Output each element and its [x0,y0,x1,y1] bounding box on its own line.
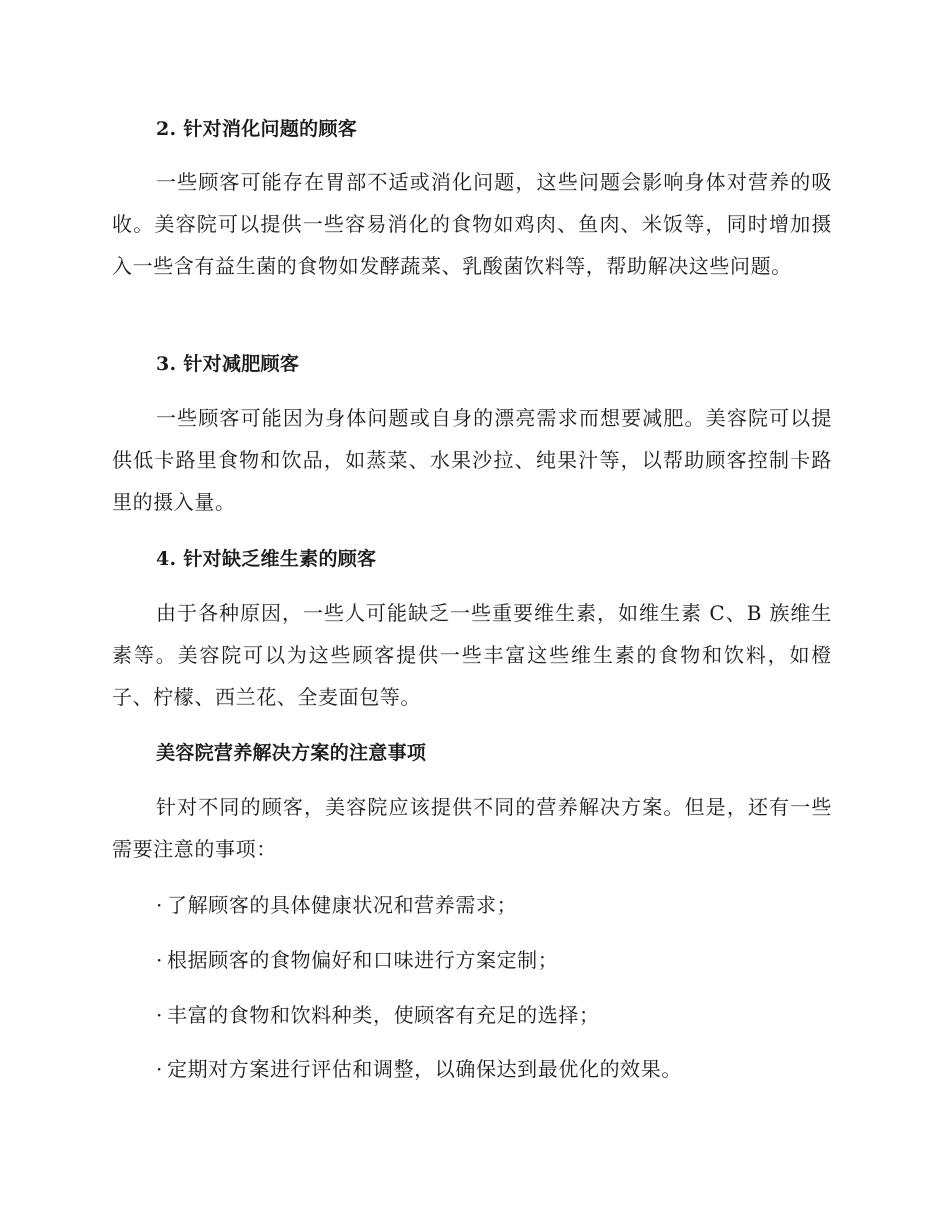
list-item [156,1001,600,1029]
bullet-marker: · [156,1003,163,1027]
section-heading-notes: 美容院营养解决方案的注意事项 [156,742,427,764]
list-item-text: 根据顾客的食物偏好和口味进行方案定制； [166,948,559,972]
section-heading-vitamins: 4. 针对缺乏维生素的顾客 [156,548,377,570]
list-item [156,946,558,974]
bullet-marker: · [156,893,163,917]
section-paragraph-notes: 针对不同的顾客，美容院应该提供不同的营养解决方案。但是，还有一些需要注意的事项： [112,795,832,861]
list-item-text: 丰富的食物和饮料种类，使顾客有充足的选择； [166,1003,600,1027]
bullet-marker: · [156,1057,163,1081]
bullet-marker: · [156,948,163,972]
list-item-text: 定期对方案进行评估和调整，以确保达到最优化的效果。 [166,1057,682,1081]
section-paragraph-digestion: 一些顾客可能存在胃部不适或消化问题，这些问题会影响身体对营养的吸收。美容院可以提供一些容易消化的食物如鸡肉、鱼肉、米饭等，同时增加摄入一些含有益生菌的食物如发酵蔬菜、乳酸菌饮料等，帮助解决这些问题。 [112,170,832,278]
list-item [156,891,517,919]
list-item [156,1055,682,1083]
section-heading-digestion: 2. 针对消化问题的顾客 [156,118,358,140]
list-item-text: 了解顾客的具体健康状况和营养需求； [166,893,518,917]
section-heading-weight-loss: 3. 针对减肥顾客 [156,353,300,375]
section-paragraph-vitamins: 由于各种原因，一些人可能缺乏一些重要维生素，如维生素 C、B 族维生素等。美容院可以为这些顾客提供一些丰富这些维生素的食物和饮料，如橙子、柠檬、西兰花、全麦面包等。 [112,601,832,709]
section-paragraph-weight-loss: 一些顾客可能因为身体问题或自身的漂亮需求而想要减肥。美容院可以提供低卡路里食物和饮品，如蒸菜、水果沙拉、纯果汁等，以帮助顾客控制卡路里的摄入量。 [112,406,832,514]
